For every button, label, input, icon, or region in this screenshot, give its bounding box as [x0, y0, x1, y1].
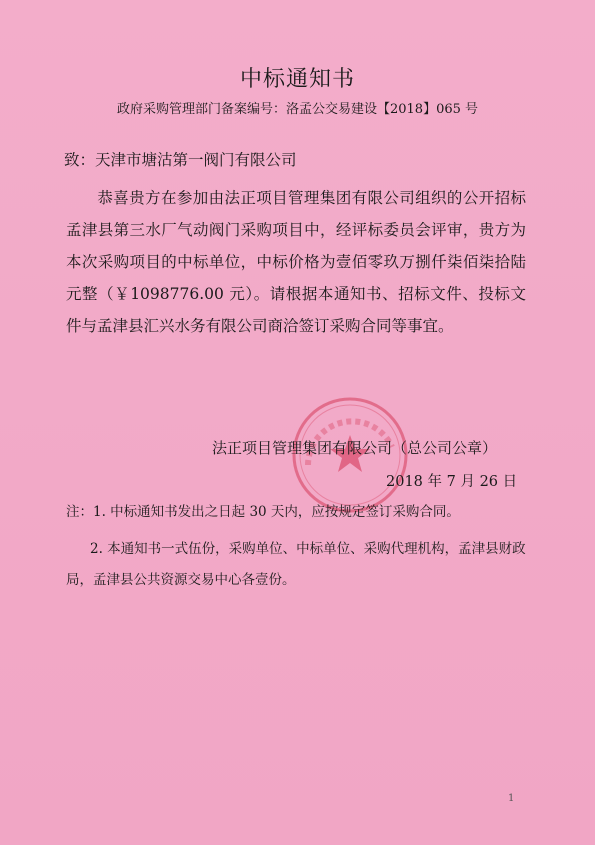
- body-text: 恭喜贵方在参加由法正项目管理集团有限公司组织的公开招标孟津县第三水厂气动阀门采购项目中，经评标委员会评审，贵方为本次采购项目的中标单位，中标价格为壹佰零玖万捌仟柒佰柒拾陆元整（￥1098776.00 元）。请根据本通知书、招标文件、投标文件与孟津县汇兴水务有限公司商洽签订采购合同等事宜。: [66, 189, 526, 335]
- recipient: 致：天津市塘沽第一阀门有限公司: [64, 151, 297, 169]
- page-number: 1: [508, 793, 515, 804]
- issuing-company: 法正项目管理集团有限公司（总公司公章）: [212, 439, 498, 457]
- issue-date: 2018 年 7 月 26 日: [386, 474, 518, 490]
- note-2: [66, 534, 526, 596]
- note-2-text: 2. 本通知书一式伍份，采购单位、中标单位、采购代理机构，孟津县财政局，孟津县公共资源交易中心各壹份。: [66, 541, 526, 588]
- file-number: 政府采购管理部门备案编号：洛孟公交易建设【2018】065 号: [116, 102, 479, 117]
- document-title: 中标通知书: [239, 67, 355, 92]
- note-1: 注：1. 中标通知书发出之日起 30 天内，应按规定签订采购合同。: [66, 504, 460, 520]
- body-paragraph: [66, 182, 526, 342]
